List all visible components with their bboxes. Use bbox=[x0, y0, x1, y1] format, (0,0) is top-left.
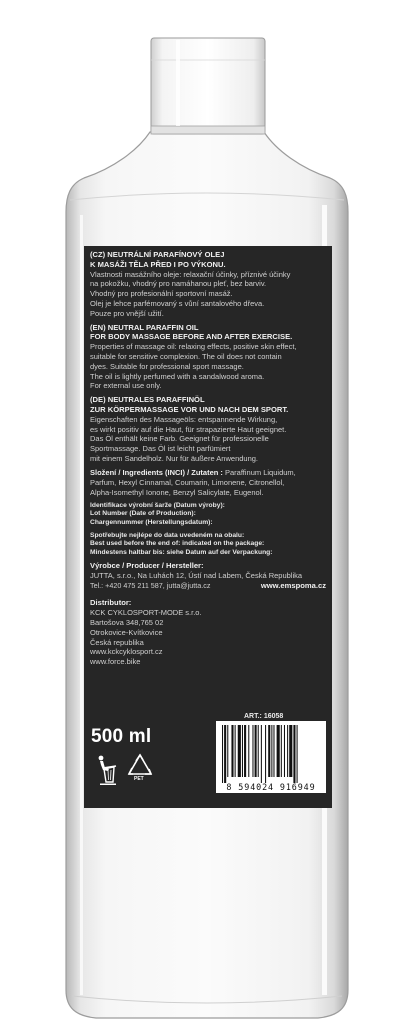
cz-text-1: Vlastnosti masážního oleje: relaxační účinky, příznivé účinky bbox=[90, 269, 291, 279]
volume: 500 ml bbox=[91, 726, 152, 747]
barcode-bar bbox=[222, 725, 223, 783]
barcode-bar bbox=[258, 725, 259, 777]
barcode-bar bbox=[271, 725, 272, 777]
pet-recycling-icon bbox=[124, 752, 156, 788]
en-text-2: suitable for sensitive complexion. The oil does not contain bbox=[90, 351, 282, 361]
cz-heading-1: (CZ) NEUTRÁLNÍ PARAFÍNOVÝ OLEJ bbox=[90, 250, 225, 259]
barcode-bar bbox=[287, 725, 288, 777]
ingredients-label: Složení / Ingredients (INCI) / Zutaten : bbox=[90, 467, 223, 477]
en-text-1: Properties of massage oil: relaxing effects, positive skin effect, bbox=[90, 342, 297, 352]
barcode-bar bbox=[265, 725, 266, 783]
cz-heading-2: K MASÁŽI TĚLA PŘED I PO VÝKONU. bbox=[90, 259, 226, 269]
lot-line-1: Identifikace výrobní šarže (Datum výroby): bbox=[90, 501, 225, 509]
best-before-line-3: Mindestens haltbar bis: siehe Datum auf der Verpackung: bbox=[90, 548, 273, 556]
de-heading-1: (DE) NEUTRALES PARAFFINÖL bbox=[90, 395, 205, 405]
lot-line-3: Chargennummer (Herstellungsdatum): bbox=[90, 518, 213, 526]
de-text-2: es wirkt positiv auf die Haut, für strapazierte Haut geeignet. bbox=[90, 424, 287, 434]
distributor-line-4: Česká republika bbox=[90, 637, 144, 647]
de-text-5: mit einem Sandelholz. Nur für äußere Anwendung. bbox=[90, 453, 259, 463]
barcode-bars bbox=[216, 721, 326, 783]
barcode-bar bbox=[248, 725, 249, 777]
en-heading-2: FOR BODY MASSAGE BEFORE AND AFTER EXERCISE. bbox=[90, 332, 293, 342]
cz-text-5: Pouze pro vnější užití. bbox=[90, 308, 164, 318]
distributor-line-3: Otrokovice-Kvítkovice bbox=[90, 627, 163, 637]
de-text-1: Eigenschaften des Massageöls: entspannende Wirkung, bbox=[90, 414, 278, 424]
barcode-bar bbox=[297, 725, 298, 783]
producer-heading: Výrobce / Producer / Hersteller: bbox=[90, 561, 204, 571]
de-heading-2: ZUR KÖRPERMASSAGE VOR UND NACH DEM SPORT. bbox=[90, 404, 289, 414]
distributor-line-1: KCK CYKLOSPORT-MODE s.r.o. bbox=[90, 608, 202, 618]
best-before bbox=[90, 532, 326, 558]
de-text-4: Sportmassage. Das Öl ist leicht parfümiert bbox=[90, 444, 231, 454]
distributor-line-5: www.kckcyklosport.cz bbox=[90, 647, 163, 657]
en-text-4: The oil is lightly perfumed with a sandalwood aroma. bbox=[90, 371, 265, 381]
producer-web: www.emspoma.cz bbox=[260, 580, 326, 590]
best-before-line-2: Best used before the end of: indicated on the package: bbox=[90, 540, 265, 548]
producer-address: JUTTA, s.r.o., Na Luhách 12, Ústí nad Labem, Česká Republika bbox=[90, 571, 303, 581]
barcode-bar bbox=[224, 725, 226, 783]
barcode-bar bbox=[242, 725, 243, 777]
barcode bbox=[216, 721, 326, 793]
de-text-3: Das Öl enthält keine Farb. Geeignet für professionelle bbox=[90, 434, 269, 444]
cz-text-2: na pokožku, vhodný pro namáhanou pleť, bez barviv. bbox=[90, 279, 267, 289]
en-text-3: dyes. Suitable for professional sport massage. bbox=[90, 361, 244, 371]
barcode-bar bbox=[227, 725, 228, 777]
en-text-5: For external use only. bbox=[90, 381, 162, 391]
barcode-bar bbox=[293, 725, 295, 783]
barcode-bar bbox=[235, 725, 236, 777]
barcode-bar bbox=[255, 725, 257, 777]
barcode-bar bbox=[231, 725, 233, 777]
en-heading-1: (EN) NEUTRAL PARAFFIN OIL bbox=[90, 322, 199, 332]
product-label bbox=[84, 246, 332, 808]
distributor-line-2: Bartošova 348,765 02 bbox=[90, 618, 164, 628]
ingredients-line-1 bbox=[90, 468, 326, 478]
barcode-bar bbox=[252, 725, 253, 777]
distributor bbox=[90, 598, 326, 667]
barcode-bar bbox=[273, 725, 274, 777]
barcode-bar bbox=[289, 725, 292, 777]
producer bbox=[90, 561, 326, 590]
ingredients-start: Paraffinum Liquidum, bbox=[222, 467, 296, 477]
barcode-bar bbox=[268, 725, 270, 777]
ingredients-line-2: Parfum, Hexyl Cinnamal, Coumarin, Limonene, Citronellol, bbox=[90, 477, 285, 487]
barcode-bar bbox=[238, 725, 241, 777]
bottle-cap bbox=[151, 38, 265, 134]
recycle-bin-icon bbox=[92, 754, 120, 786]
ingredients-line-3: Alpha-Isomethyl Ionone, Benzyl Salicylate, Eugenol. bbox=[90, 487, 264, 497]
section-de bbox=[90, 395, 326, 464]
barcode-number: 8 594024 916949 bbox=[226, 782, 316, 792]
cz-text-3: Vhodný pro profesionální sportovní masáž. bbox=[90, 289, 233, 299]
section-cz bbox=[90, 250, 326, 319]
section-en bbox=[90, 323, 326, 392]
best-before-line-1: Spotřebujte nejlépe do data uvedeném na obalu: bbox=[90, 531, 245, 539]
pet-label: PET bbox=[134, 776, 144, 782]
producer-contact: Tel.: +420 475 211 587, jutta@jutta.cz bbox=[90, 580, 211, 590]
barcode-bar bbox=[281, 725, 282, 777]
distributor-heading: Distributor: bbox=[90, 598, 132, 608]
barcode-bar bbox=[284, 725, 285, 777]
barcode-bar bbox=[261, 725, 262, 783]
producer-contact-row bbox=[90, 581, 326, 591]
lot-line-2: Lot Number (Date of Production): bbox=[90, 510, 196, 518]
barcode-bar bbox=[277, 725, 280, 777]
ingredients bbox=[90, 468, 326, 498]
article-number: ART.: 16058 bbox=[244, 713, 284, 720]
barcode-bar bbox=[244, 725, 246, 777]
lot-number bbox=[90, 502, 326, 528]
cz-text-4: Olej je lehce parfémovaný s vůní santalového dřeva. bbox=[90, 298, 265, 308]
distributor-line-6: www.force.bike bbox=[90, 657, 141, 667]
